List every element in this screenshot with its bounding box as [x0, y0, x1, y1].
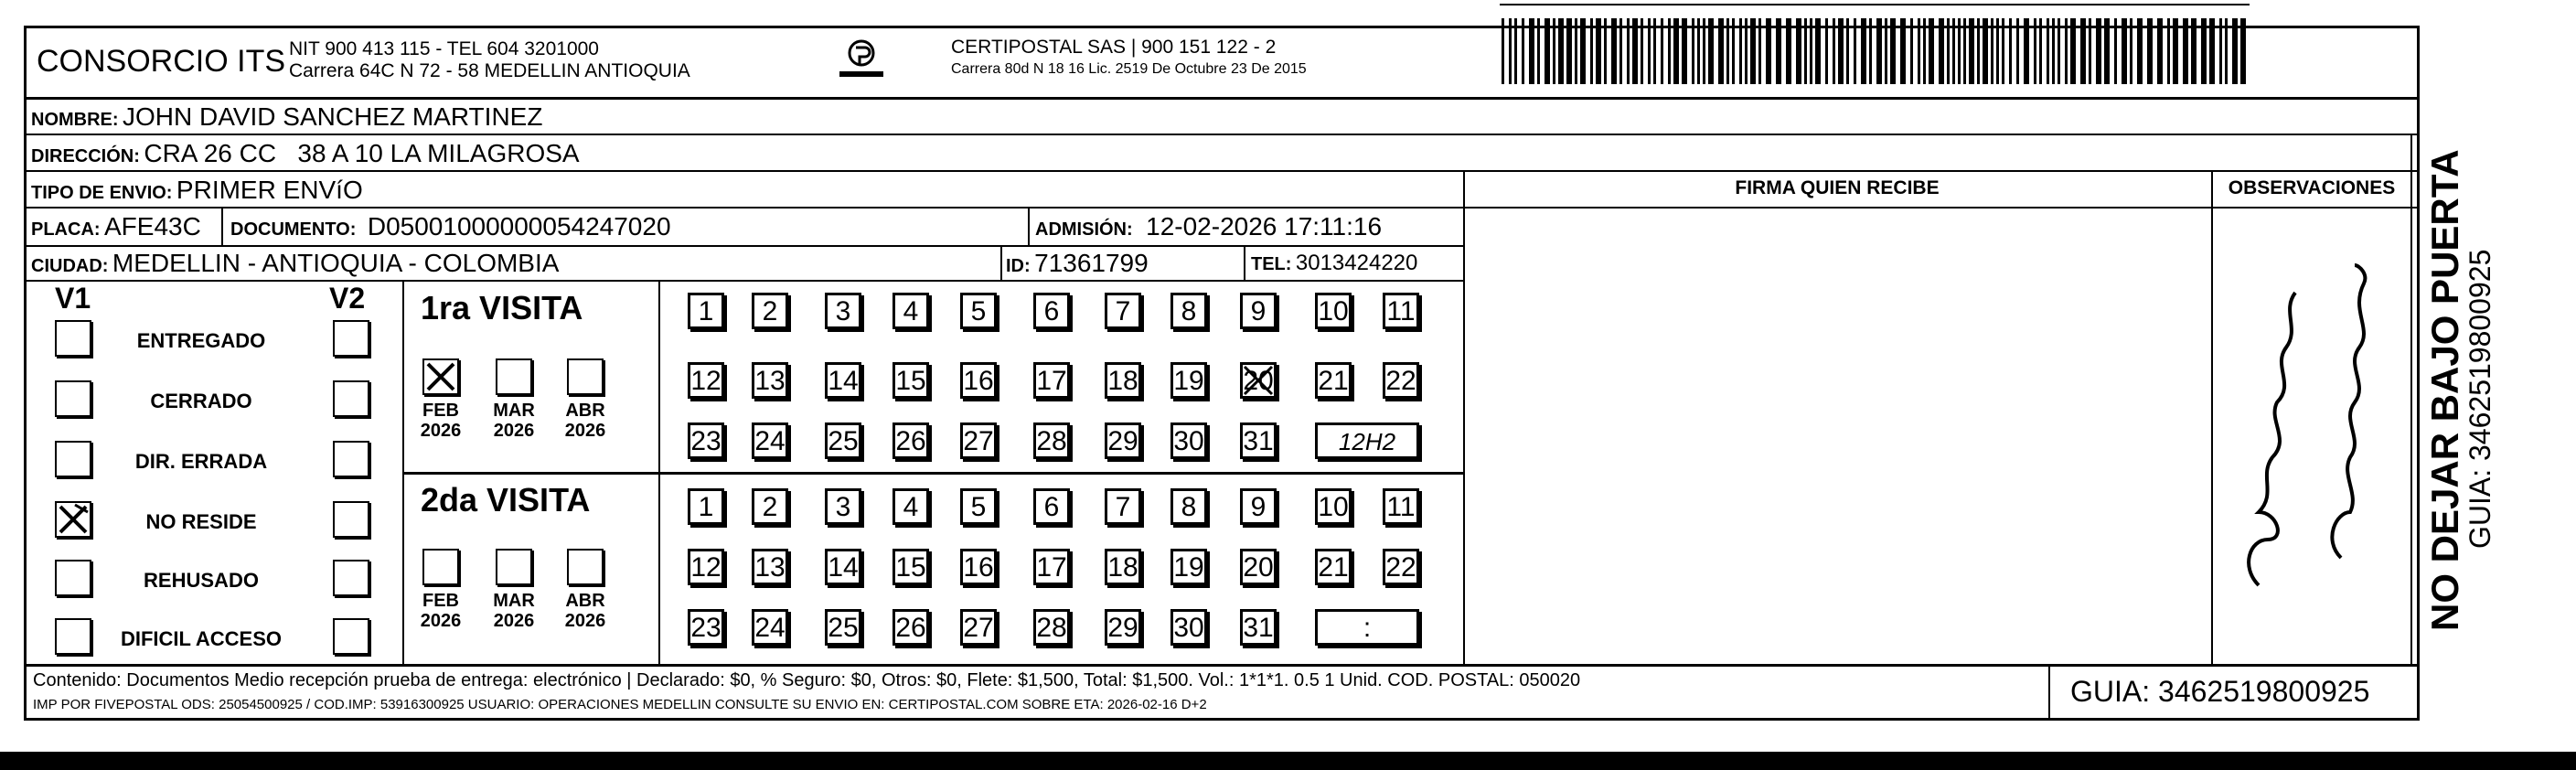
side-guia-label: GUIA: 3462519800925	[2464, 249, 2496, 549]
row-line-4	[24, 245, 1463, 247]
month-label: ABR	[565, 401, 605, 421]
barcode-bar	[1529, 18, 1534, 84]
day-cell[interactable]: 8	[1170, 488, 1207, 525]
barcode-bar	[2209, 18, 2215, 84]
barcode-bar	[2122, 18, 2127, 84]
day-cell[interactable]: 25	[825, 609, 861, 646]
no-dejar-label: NO DEJAR BAJO PUERTA	[2423, 149, 2466, 631]
day-cell[interactable]: 1	[688, 293, 724, 329]
barcode-bar	[1697, 18, 1700, 84]
barcode-bar	[1553, 18, 1555, 84]
barcode-bar	[2104, 18, 2110, 84]
barcode-bar	[1682, 18, 1687, 84]
barcode-bar	[1708, 18, 1714, 84]
day-cell[interactable]: 30	[1170, 609, 1207, 646]
barcode-bar	[2114, 18, 2117, 84]
day-cell[interactable]: 18	[1105, 549, 1141, 585]
month-checkbox[interactable]	[496, 549, 532, 585]
barcode-bar	[2052, 18, 2055, 84]
barcode-bar	[1910, 18, 1913, 84]
day-cell[interactable]: 31	[1240, 609, 1277, 646]
obs-right-line	[2410, 134, 2412, 664]
barcode-bar	[1983, 18, 1988, 84]
barcode-bar	[2130, 18, 2132, 84]
day-cell[interactable]: 17	[1033, 549, 1070, 585]
day-cell[interactable]: 3	[825, 293, 861, 329]
footer-contenido: Contenido: Documentos Medio recepción prueba de entrega: electrónico | Declarado: $0, % Seguro: $0, Otros: $0, Flete: $1,500, Total: $1,500. Vol.: 1*1*1. 0.5 1 Unid. COD. POSTAL: 050020	[33, 670, 1581, 690]
barcode-bar	[1648, 18, 1651, 84]
day-cell[interactable]: 15	[893, 362, 929, 399]
tel-divider	[1244, 245, 1245, 280]
barcode-bar	[1923, 18, 1926, 84]
barcode-bar	[1596, 18, 1601, 84]
admision-row	[1035, 212, 1382, 241]
day-cell[interactable]: 22	[1383, 362, 1419, 399]
row-line-2	[24, 170, 2420, 172]
barcode-bar	[2016, 18, 2019, 84]
tel-label: TEL:	[1251, 254, 1292, 274]
barcode-bar	[2009, 18, 2012, 84]
barcode-bar	[1580, 18, 1586, 84]
month-label: ABR	[565, 591, 605, 611]
month-label: MAR	[493, 591, 535, 611]
barcode-bar	[2147, 18, 2153, 84]
day-cell[interactable]: 4	[893, 293, 929, 329]
tipo-row	[31, 176, 363, 205]
barcode-bar	[2058, 18, 2060, 84]
second-visit-title: 2da VISITA	[421, 481, 591, 519]
day-cell[interactable]: 5	[960, 488, 997, 525]
footer-divider	[2048, 664, 2050, 721]
barcode-bar	[1854, 18, 1856, 84]
barcode-bar	[1703, 18, 1705, 84]
id-value: 71361799	[1034, 249, 1149, 277]
day-cell[interactable]: 6	[1033, 293, 1070, 329]
barcode-bar	[2002, 18, 2004, 84]
day-cell[interactable]: 2	[752, 293, 788, 329]
barcode-bar	[1885, 18, 1887, 84]
barcode-bar	[1991, 18, 1993, 84]
month-checkbox[interactable]	[567, 549, 604, 585]
tipo-label: TIPO DE ENVIO:	[31, 183, 173, 203]
barcode-bar	[2024, 18, 2029, 84]
barcode-bar	[1745, 18, 1748, 84]
barcode-bar	[1545, 18, 1550, 84]
barcode-bar	[2191, 18, 2197, 84]
barcode-bar	[1726, 18, 1729, 84]
month-label: FEB	[422, 401, 459, 421]
day-cell[interactable]: 19	[1170, 549, 1207, 585]
month-label: MAR	[493, 401, 535, 421]
day-cell[interactable]: 8	[1170, 293, 1207, 329]
tel-value: 3013424220	[1295, 251, 1418, 275]
admision-divider	[1028, 207, 1030, 245]
barcode-bar	[1815, 18, 1821, 84]
barcode-bar	[1718, 18, 1724, 84]
ciudad-row	[31, 249, 559, 278]
day-cell[interactable]: 18	[1105, 362, 1141, 399]
barcode-bar	[1766, 18, 1771, 84]
month-checkbox[interactable]	[567, 358, 604, 395]
barcode-bar	[1619, 18, 1622, 84]
day-cell[interactable]: 6	[1033, 488, 1070, 525]
barcode-bar	[1758, 18, 1761, 84]
ciudad-value: MEDELLIN - ANTIOQUIA - COLOMBIA	[112, 249, 560, 277]
barcode-bar	[1890, 18, 1896, 84]
placa-label: PLACA:	[31, 219, 101, 240]
barcode-bar	[1575, 18, 1577, 84]
day-cell[interactable]: 31	[1240, 422, 1277, 459]
placa-value: AFE43C	[104, 212, 201, 241]
barcode-bar	[2225, 18, 2228, 84]
first-visit-title: 1ra VISITA	[421, 289, 583, 326]
day-cell[interactable]: 3	[825, 488, 861, 525]
day-cell[interactable]: 26	[893, 422, 929, 459]
barcode-bar	[1627, 18, 1630, 84]
status-v2-checkbox[interactable]	[333, 560, 369, 596]
handwritten-observation	[2222, 238, 2405, 604]
documento-value: D05001000000054247020	[367, 212, 671, 241]
bottom-bar	[0, 752, 2576, 770]
day-cell[interactable]: 7	[1105, 488, 1141, 525]
certipostal-info	[951, 37, 1307, 80]
month-year-label	[413, 591, 468, 631]
barcode-bar	[2219, 18, 2222, 84]
documento-row	[230, 212, 671, 241]
status-label: CERRADO	[150, 390, 252, 412]
barcode-bar	[2096, 18, 2101, 84]
day-cell[interactable]: 28	[1033, 422, 1070, 459]
day-cell[interactable]: 27	[960, 609, 997, 646]
day-cell[interactable]: 16	[960, 549, 997, 585]
status-label: DIR. ERRADA	[134, 450, 268, 473]
row-line-5	[24, 280, 1463, 282]
day-cell[interactable]: 12	[688, 549, 724, 585]
placa-divider	[221, 207, 223, 245]
day-cell[interactable]: 9	[1240, 488, 1277, 525]
header-separator	[24, 97, 2420, 100]
barcode-bar	[2034, 18, 2036, 84]
barcode-bar	[1963, 18, 1966, 84]
barcode-bar	[2137, 18, 2143, 84]
barcode-bar	[1668, 18, 1671, 84]
barcode-bar	[1509, 18, 1512, 84]
barcode-bar	[2065, 18, 2068, 84]
day-cell[interactable]	[1240, 362, 1277, 399]
day-cell[interactable]: 30	[1170, 422, 1207, 459]
first-visit-time[interactable]: 12H2	[1315, 422, 1419, 459]
barcode-bar	[1929, 18, 1934, 84]
firma-left-line	[1463, 170, 1465, 664]
tipo-value: PRIMER ENVíO	[176, 176, 363, 204]
barcode-bar	[1918, 18, 1920, 84]
status-label: NO RESIDE	[145, 510, 257, 533]
month-year-label	[558, 401, 613, 441]
barcode-bar	[1977, 18, 1980, 84]
barcode-bar	[1653, 18, 1656, 84]
status-v2-checkbox[interactable]	[333, 380, 369, 417]
barcode-bar	[1900, 18, 1906, 84]
barcode-bar	[2173, 18, 2178, 84]
year-label: 2026	[493, 611, 535, 631]
day-cell[interactable]: 17	[1033, 362, 1070, 399]
barcode-bar	[1661, 18, 1663, 84]
barcode-bar	[2039, 18, 2042, 84]
day-cell[interactable]: 9	[1240, 293, 1277, 329]
direccion-value: CRA 26 CC 38 A 10 LA MILAGROSA	[144, 139, 580, 167]
footer-guia: GUIA: 3462519800925	[2070, 675, 2370, 708]
month-label: FEB	[422, 591, 459, 611]
direccion-row	[31, 139, 580, 168]
company-address: Carrera 64C N 72 - 58 MEDELLIN ANTIOQUIA	[289, 60, 690, 81]
barcode-bar	[1641, 18, 1643, 84]
company-name: CONSORCIO ITS	[37, 44, 286, 79]
barcode-bar	[2232, 18, 2238, 84]
barcode-bar	[1522, 18, 1524, 84]
barcode-bar	[1833, 18, 1835, 84]
barcode-bar	[1958, 18, 1961, 84]
barcode-bar	[1750, 18, 1756, 84]
barcode-bar	[2157, 18, 2163, 84]
admision-value: 12-02-2026 17:11:16	[1146, 212, 1383, 241]
nombre-row	[31, 102, 542, 132]
admision-label: ADMISIÓN:	[1035, 219, 1133, 240]
barcode-bar	[1846, 18, 1849, 84]
month-year-label	[413, 401, 468, 441]
status-v2-checkbox[interactable]	[333, 320, 369, 357]
day-cell[interactable]: 20	[1240, 549, 1277, 585]
barcode-bar	[2167, 18, 2170, 84]
day-cell[interactable]: 25	[825, 422, 861, 459]
nombre-value: JOHN DAVID SANCHEZ MARTINEZ	[123, 102, 543, 131]
id-divider	[1000, 245, 1002, 280]
status-label: DIFICIL ACCESO	[120, 627, 282, 650]
day-cell[interactable]: 28	[1033, 609, 1070, 646]
barcode-bar	[1590, 18, 1593, 84]
barcode-bar	[1969, 18, 1974, 84]
month-checkbox[interactable]	[422, 549, 459, 585]
barcode-bar	[1673, 18, 1679, 84]
barcode-bar	[1838, 18, 1844, 84]
month-day-divider	[658, 280, 660, 664]
month-year-label	[486, 591, 541, 631]
day-cell[interactable]: 11	[1383, 293, 1419, 329]
month-year-label	[558, 591, 613, 631]
company-nit-tel: NIT 900 413 115 - TEL 604 3201000	[289, 38, 599, 59]
barcode-bar	[1810, 18, 1812, 84]
direccion-label: DIRECCIÓN:	[31, 146, 140, 166]
day-cell[interactable]: 29	[1105, 609, 1141, 646]
v2-label: V2	[329, 282, 366, 315]
year-label: 2026	[564, 611, 606, 631]
barcode-bar	[2183, 18, 2188, 84]
certipostal-logo	[834, 33, 889, 88]
barcode-bar	[1732, 18, 1735, 84]
day-cell[interactable]: 27	[960, 422, 997, 459]
barcode-bar	[2080, 18, 2086, 84]
day-cell[interactable]: 10	[1315, 293, 1352, 329]
day-number: 20	[1243, 366, 1274, 396]
day-cell[interactable]: 16	[960, 362, 997, 399]
certipostal-address: Carrera 80d N 18 16 Lic. 2519 De Octubre 23 De 2015	[951, 61, 1307, 77]
company-info	[289, 38, 690, 82]
day-cell[interactable]: 15	[893, 549, 929, 585]
day-cell[interactable]: 24	[752, 609, 788, 646]
barcode-bar	[2201, 18, 2207, 84]
barcode-bar	[1876, 18, 1882, 84]
status-label: REHUSADO	[144, 569, 259, 592]
day-cell[interactable]: 26	[893, 609, 929, 646]
documento-label: DOCUMENTO:	[230, 219, 357, 240]
obs-left-line	[2211, 170, 2213, 664]
id-label: ID:	[1006, 256, 1031, 276]
footer-imp: IMP POR FIVEPOSTAL ODS: 25054500925 / COD.IMP: 53916300925 USUARIO: OPERACIONES MEDELLIN CONSULTE SU ENVIO EN: CERTIPOSTAL.COM SOBRE ETA: 2026-02-16 D+2	[33, 697, 1207, 712]
day-cell[interactable]: 24	[752, 422, 788, 459]
barcode-bar	[1786, 18, 1791, 84]
day-cell[interactable]: 5	[960, 293, 997, 329]
barcode-bar	[2070, 18, 2076, 84]
barcode-bar	[1996, 18, 1999, 84]
day-cell[interactable]: 19	[1170, 362, 1207, 399]
day-cell[interactable]: 21	[1315, 549, 1352, 585]
certipostal-title: CERTIPOSTAL SAS | 900 151 122 - 2	[951, 37, 1277, 58]
year-label: 2026	[420, 421, 462, 441]
observaciones-title: OBSERVACIONES	[2228, 177, 2396, 198]
nombre-label: NOMBRE:	[31, 110, 119, 130]
barcode-bar	[2089, 18, 2091, 84]
firma-title: FIRMA QUIEN RECIBE	[1735, 177, 1940, 198]
year-label: 2026	[420, 611, 462, 631]
barcode-bar	[1611, 18, 1617, 84]
day-cell[interactable]: 22	[1383, 549, 1419, 585]
day-cell[interactable]: 10	[1315, 488, 1352, 525]
day-cell[interactable]: 23	[688, 609, 724, 646]
id-row	[1006, 249, 1149, 278]
status-label: ENTREGADO	[136, 329, 266, 352]
barcode-bar	[1952, 18, 1955, 84]
day-cell[interactable]: 12	[688, 362, 724, 399]
barcode-bar	[1825, 18, 1828, 84]
barcode-bar	[1692, 18, 1694, 84]
barcode-bar	[1796, 18, 1801, 84]
day-cell[interactable]: 14	[825, 549, 861, 585]
day-cell[interactable]: 23	[688, 422, 724, 459]
top-edge-line	[1500, 4, 2250, 5]
firma-header-line	[1463, 207, 2410, 209]
barcode-bar	[1947, 18, 1950, 84]
barcode-bar	[1604, 18, 1607, 84]
placa-row	[31, 212, 201, 241]
day-cell[interactable]: 7	[1105, 293, 1141, 329]
barcode-bar	[1537, 18, 1540, 84]
day-cell[interactable]: 13	[752, 549, 788, 585]
month-year-label	[486, 401, 541, 441]
day-cell[interactable]: 14	[825, 362, 861, 399]
barcode-bar	[2047, 18, 2049, 84]
row-line-1	[24, 134, 2420, 135]
barcode-bar	[1566, 18, 1572, 84]
day-cell[interactable]: 29	[1105, 422, 1141, 459]
status-v2-checkbox[interactable]	[333, 618, 369, 655]
year-label: 2026	[493, 421, 535, 441]
day-cell[interactable]: 11	[1383, 488, 1419, 525]
v1-label: V1	[55, 282, 91, 315]
day-cell[interactable]: 1	[688, 488, 724, 525]
month-checkbox[interactable]	[422, 358, 459, 395]
day-cell[interactable]: 21	[1315, 362, 1352, 399]
month-checkbox[interactable]	[496, 358, 532, 395]
barcode-bar	[1804, 18, 1807, 84]
barcode-bar	[1502, 18, 1504, 84]
tel-row	[1251, 251, 1417, 276]
barcode-bar	[2240, 18, 2246, 84]
year-label: 2026	[564, 421, 606, 441]
status-v2-checkbox[interactable]	[333, 501, 369, 538]
day-cell[interactable]: 4	[893, 488, 929, 525]
barcode-bar	[1869, 18, 1872, 84]
day-cell[interactable]: 13	[752, 362, 788, 399]
barcode-bar	[1632, 18, 1638, 84]
barcode	[1502, 18, 2248, 84]
visit-divider	[402, 472, 1463, 475]
x-mark-icon	[424, 360, 457, 393]
ciudad-label: CIUDAD:	[31, 256, 109, 276]
barcode-bar	[1939, 18, 1944, 84]
footer-separator	[24, 664, 2420, 667]
status-v2-checkbox[interactable]	[333, 441, 369, 477]
barcode-bar	[1861, 18, 1866, 84]
barcode-bar	[1739, 18, 1742, 84]
day-cell[interactable]: 2	[752, 488, 788, 525]
barcode-bar	[1558, 18, 1564, 84]
barcode-bar	[1514, 18, 1517, 84]
second-visit-time[interactable]: :	[1315, 609, 1419, 646]
barcode-bar	[1776, 18, 1781, 84]
